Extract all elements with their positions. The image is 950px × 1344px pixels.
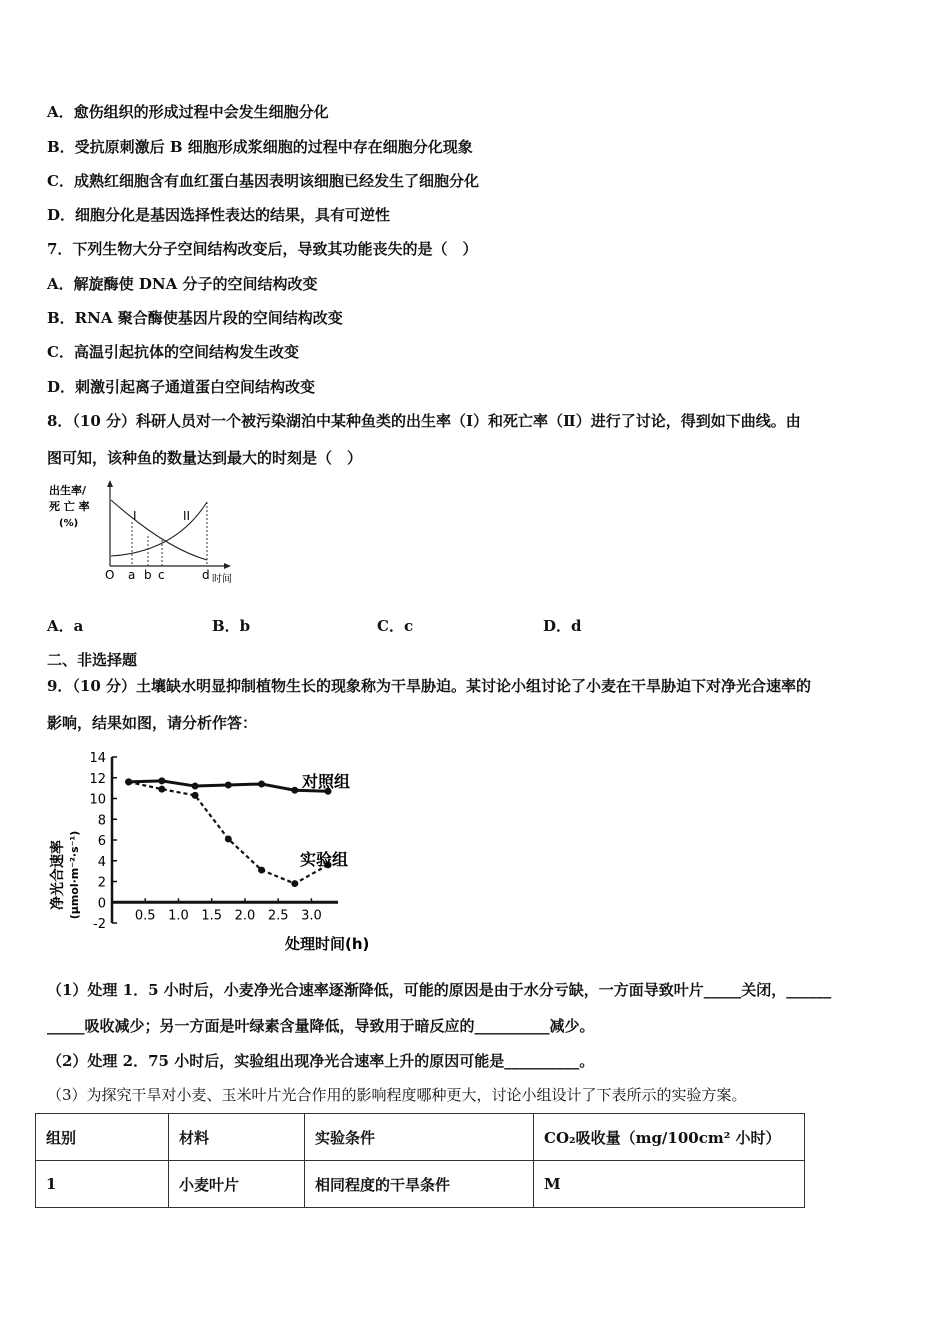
q8-stem-line1: 8．（10 分）科研人员对一个被污染湖泊中某种鱼类的出生率（Ⅰ）和死亡率（Ⅱ）进行了讨论，得到如下曲线。由 (47, 412, 801, 430)
q9-part1-line1: （1）处理 1．5 小时后，小麦净光合速率逐渐降低，可能的原因是由于水分亏缺，一方面导致叶片_____关闭，______ (47, 981, 832, 999)
table-cell: M (534, 1161, 805, 1208)
experiment-group-line (129, 782, 328, 884)
q8-curve-ii (111, 502, 207, 556)
q9-xlabel: 处理时间(h) (285, 935, 370, 953)
q8-curve-ii-label: II (183, 509, 191, 523)
q7-option-d: D．刺激引起离子通道蛋白空间结构改变 (47, 378, 316, 396)
control-group-point (192, 783, 199, 790)
experiment-group-point (158, 786, 165, 793)
q8-birth-death-rate-figure (45, 478, 245, 588)
q9-experiment-table (35, 1113, 805, 1208)
q8-curve-i-label: I (133, 509, 137, 523)
y-tick-label: 0 (97, 896, 106, 912)
y-tick-label: 12 (89, 771, 106, 787)
experiment-group-point (291, 880, 298, 887)
q9-part2: （2）处理 2．75 小时后，实验组出现净光合速率上升的原因可能是__________。 (47, 1052, 595, 1070)
control-group-point (158, 777, 165, 784)
q8-y-axis-arrow (107, 480, 113, 487)
q9-part1-line2: _____吸收减少；另一方面是叶绿素含量降低，导致用于暗反应的__________减少。 (47, 1017, 595, 1035)
q8-tick-c: c (158, 568, 165, 582)
q9-stem-line2: 影响，结果如图，请分析作答： (47, 714, 258, 732)
table-header-cell: 组别 (36, 1114, 169, 1161)
control-group-point (225, 782, 232, 789)
table-cell: 1 (36, 1161, 169, 1208)
q6-option-d: D．细胞分化是基因选择性表达的结果，具有可逆性 (47, 206, 391, 224)
y-tick-label: 8 (97, 813, 106, 829)
experiment-group-point (125, 778, 132, 785)
table-header-cell: 实验条件 (305, 1114, 534, 1161)
table-cell: 相同程度的干旱条件 (305, 1161, 534, 1208)
q7-stem: 7．下列生物大分子空间结构改变后，导致其功能丧失的是（ ） (47, 240, 478, 258)
y-tick-label: 4 (97, 854, 106, 870)
y-tick-label: -2 (93, 917, 106, 932)
x-tick-label: 2.0 (234, 908, 256, 924)
q8-option-d: D．d (543, 617, 582, 635)
experiment-group-point (258, 867, 265, 874)
q7-option-c: C．高温引起抗体的空间结构发生改变 (47, 343, 299, 361)
y-tick-label: 14 (89, 751, 106, 766)
experiment-group-point (192, 792, 199, 799)
q6-option-c: C．成熟红细胞含有血红蛋白基因表明该细胞已经发生了细胞分化 (47, 172, 479, 190)
q9-photosynthesis-chart (40, 745, 400, 955)
control-group-point (258, 780, 265, 787)
q8-ylabel-line3: (%) (59, 518, 79, 529)
y-tick-label: 6 (97, 834, 106, 849)
q7-option-b: B．RNA 聚合酶使基因片段的空间结构改变 (47, 309, 343, 327)
q8-tick-b: b (144, 568, 152, 582)
q8-tick-a: a (128, 568, 136, 582)
q8-option-b: B．b (212, 617, 251, 635)
q7-option-a: A．解旋酶使 DNA 分子的空间结构改变 (47, 275, 318, 293)
table-header-cell: CO₂吸收量（mg/100cm² 小时） (534, 1114, 805, 1161)
x-tick-label: 1.0 (168, 908, 189, 924)
q8-tick-d: d (202, 568, 210, 582)
y-tick-label: 10 (89, 792, 106, 808)
q8-ylabel-line2: 死 亡 率 (49, 500, 90, 513)
q9-part3: （3）为探究干旱对小麦、玉米叶片光合作用的影响程度哪种更大，讨论小组设计了下表所示的实验方案。 (47, 1086, 747, 1104)
table-header-row (36, 1114, 805, 1161)
q8-curve-i (111, 500, 207, 560)
experiment-group-label: 实验组 (300, 850, 349, 869)
control-group-point (291, 787, 298, 794)
x-tick-label: 0.5 (134, 908, 156, 924)
control-group-label: 对照组 (302, 772, 351, 791)
q8-option-a: A．a (47, 617, 84, 635)
table-header-cell: 材料 (169, 1114, 305, 1161)
x-tick-label: 2.5 (267, 908, 289, 924)
q6-option-a: A．愈伤组织的形成过程中会发生细胞分化 (47, 103, 329, 121)
q9-ylabel-unit: (μmol·m⁻²·s⁻¹) (68, 830, 81, 920)
experiment-group-point (225, 835, 232, 842)
q8-tick-o: O (105, 568, 115, 582)
x-tick-label: 1.5 (201, 908, 223, 924)
q6-option-b: B．受抗原刺激后 B 细胞形成浆细胞的过程中存在细胞分化现象 (47, 138, 473, 156)
q8-stem-line2: 图可知，该种鱼的数量达到最大的时刻是（ ） (47, 449, 363, 467)
y-tick-label: 2 (97, 875, 106, 891)
table-cell: 小麦叶片 (169, 1161, 305, 1208)
q8-xlabel: 时间 (212, 574, 232, 585)
table-row (36, 1161, 805, 1208)
q8-option-c: C．c (377, 617, 414, 635)
q8-x-axis-arrow (224, 563, 231, 569)
q8-ylabel-line1: 出生率/ (49, 484, 87, 497)
x-tick-label: 3.0 (301, 908, 322, 924)
q9-stem-line1: 9．（10 分）土壤缺水明显抑制植物生长的现象称为干旱胁迫。某讨论小组讨论了小麦在干旱胁迫下对净光合速率的 (47, 677, 812, 695)
q9-ylabel: 净光合速率 (50, 840, 66, 910)
section-2-heading: 二、非选择题 (47, 651, 138, 669)
